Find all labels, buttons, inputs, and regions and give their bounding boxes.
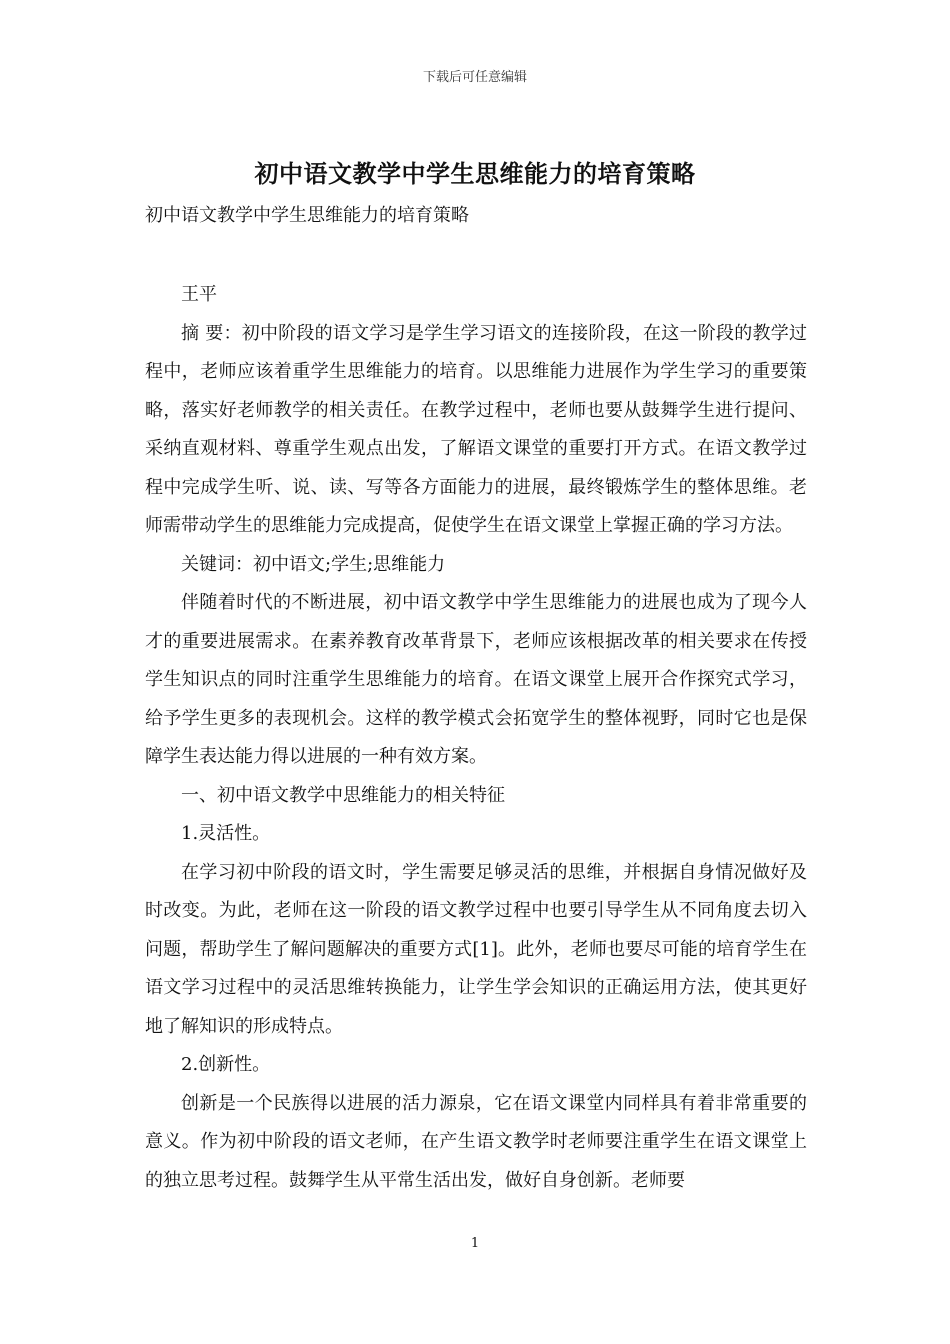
item-paragraph-innovation: 创新是一个民族得以进展的活力源泉，它在语文课堂内同样具有着非常重要的意义。作为初中阶段的语文老师，在产生语文教学时老师要注重学生在语文课堂上的独立思考过程。鼓舞学生从平常生活出发，做好自身创新。老师要	[145, 1092, 807, 1191]
page-number: 1	[470, 1236, 480, 1251]
document-title: 初中语文教学中学生思维能力的培育策略	[254, 159, 696, 188]
item-paragraph-flexibility: 在学习初中阶段的语文时，学生需要足够灵活的思维，并根据自身情况做好及时改变。为此，老师在这一阶段的语文教学过程中也要引导学生从不同角度去切入问题，帮助学生了解问题解决的重要方式[1]。此外，老师也要尽可能的培育学生在语文学习过程中的灵活思维转换能力，让学生学会知识的正确运用方法，使其更好地了解知识的形成特点。	[145, 861, 807, 1037]
item-heading-innovation: 2.创新性。	[181, 1054, 271, 1075]
document-body	[145, 276, 807, 1200]
document-subtitle: 初中语文教学中学生思维能力的培育策略	[145, 205, 469, 226]
keywords-line: 关键词：初中语文;学生;思维能力	[181, 553, 446, 575]
author-line: 王平	[181, 284, 217, 305]
intro-paragraph: 伴随着时代的不断进展，初中语文教学中学生思维能力的进展也成为了现今人才的重要进展需求。在素养教育改革背景下，老师应该根据改革的相关要求在传授学生知识点的同时注重学生思维能力的培育。在语文课堂上展开合作探究式学习，给予学生更多的表现机会。这样的教学模式会拓宽学生的整体视野，同时它也是保障学生表达能力得以进展的一种有效方案。	[145, 592, 807, 767]
item-heading-flexibility: 1.灵活性。	[181, 823, 271, 844]
header-note: 下载后可任意编辑	[422, 70, 527, 85]
section-heading: 一、初中语文教学中思维能力的相关特征	[181, 784, 505, 806]
abstract-paragraph: 摘 要：初中阶段的语文学习是学生学习语文的连接阶段，在这一阶段的教学过程中，老师应该着重学生思维能力的培育。以思维能力进展作为学生学习的重要策略，落实好老师教学的相关责任。在教学过程中，老师也要从鼓舞学生进行提问、采纳直观材料、尊重学生观点出发，了解语文课堂的重要打开方式。在语文教学过程中完成学生听、说、读、写等各方面能力的进展，最终锻炼学生的整体思维。老师需带动学生的思维能力完成提高，促使学生在语文课堂上掌握正确的学习方法。	[145, 322, 807, 536]
